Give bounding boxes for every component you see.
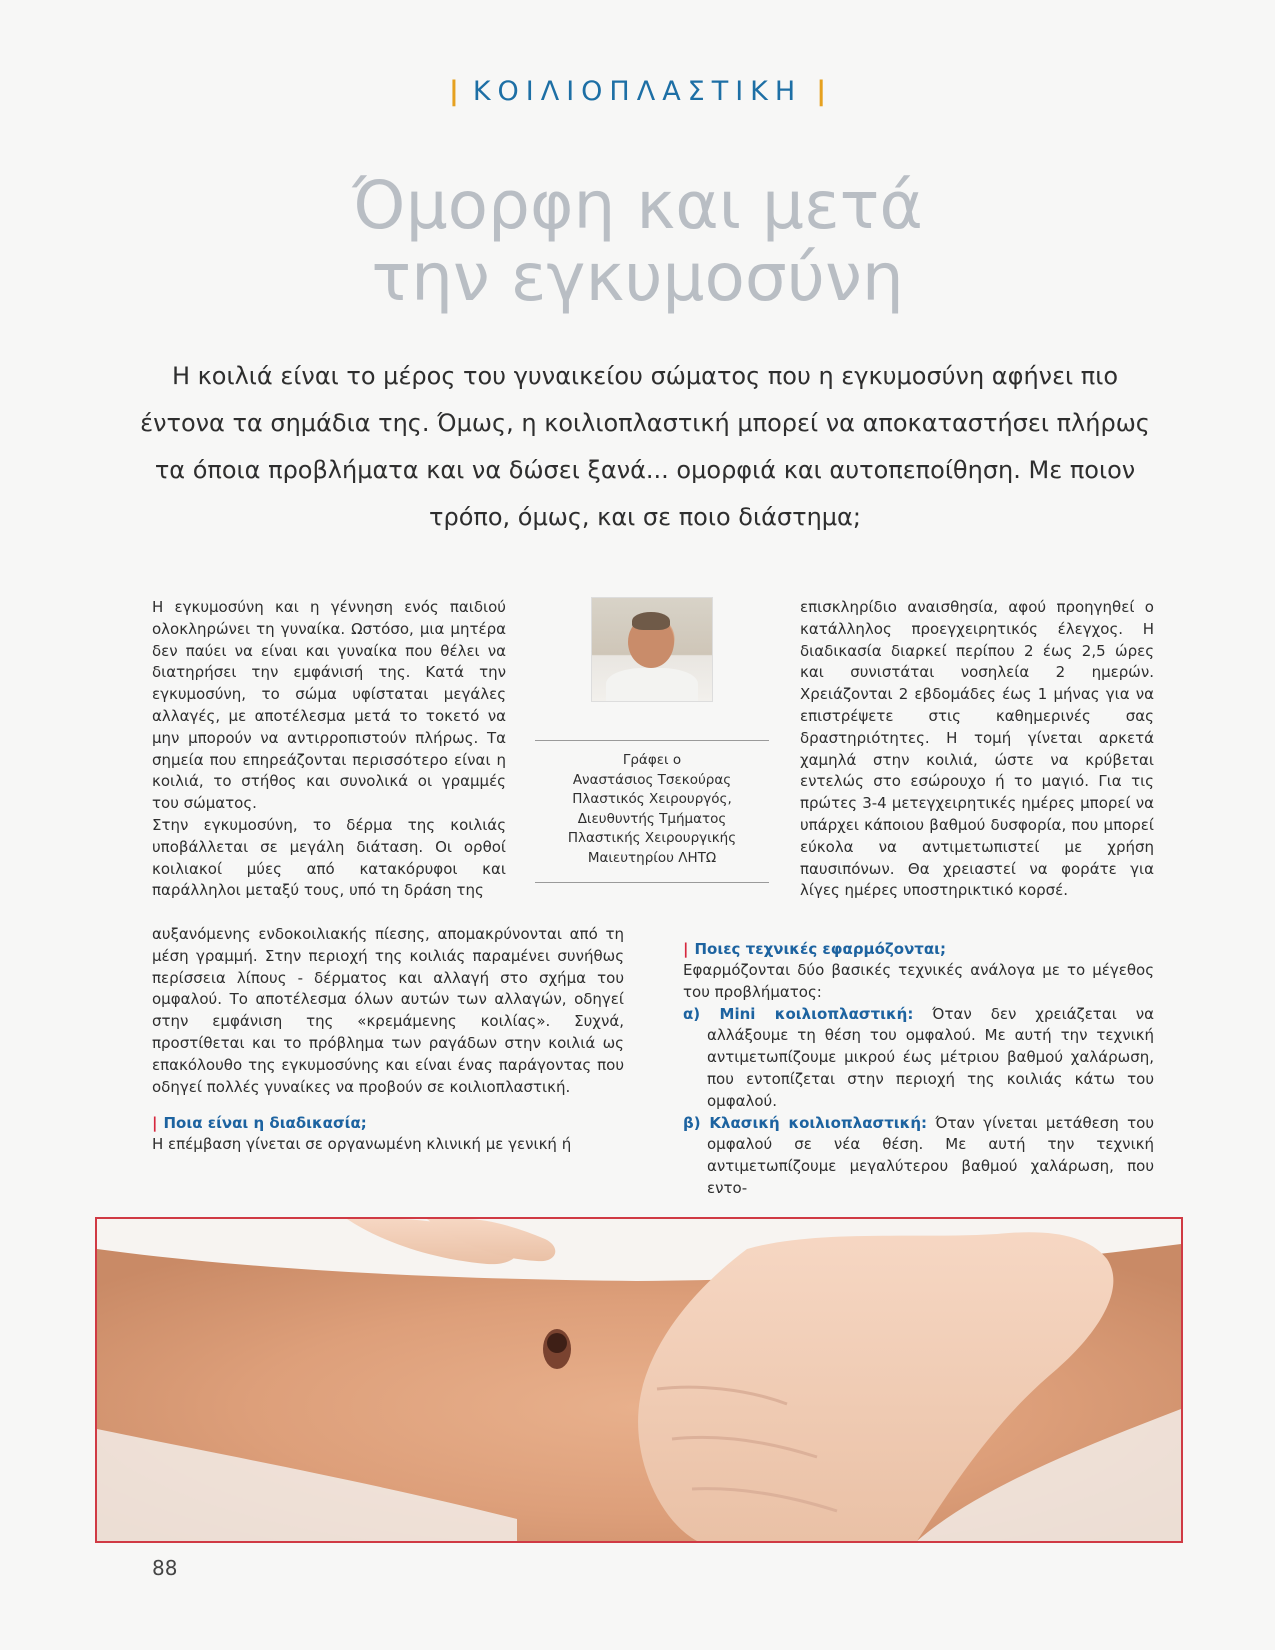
list-item-b-text: Όταν γίνεται μετάθεση του ομφαλού σε νέα θέση. Με αυτή την τεχνική αντιμετωπίζουμε μεγαλύτερου βαθμού χαλάρωση, που εντο- xyxy=(707,1113,1154,1197)
belly-illustration xyxy=(97,1219,1181,1541)
title-line-2: την εγκυμοσύνη xyxy=(371,239,904,316)
section-label xyxy=(0,76,1275,107)
subhead-marker: | xyxy=(152,1114,158,1133)
author-line-6: Μαιευτηρίου ΛΗΤΩ xyxy=(587,849,717,866)
subhead-marker: | xyxy=(683,940,689,958)
list-item-a xyxy=(683,1004,1154,1113)
right-column-bottom xyxy=(683,938,1154,1200)
left-paragraph-2: Στην εγκυμοσύνη, το δέρμα της κοιλιάς υποβάλλεται σε μεγάλη διάταση. Οι ορθοί κοιλιακοί μύες από κατακόρυφοι και παράλληλοι μεταξύ τους, υπό τη δράση της xyxy=(152,815,506,900)
left-column-top xyxy=(152,597,506,902)
author-photo xyxy=(591,597,713,702)
belly-photo xyxy=(95,1217,1183,1543)
author-name: Αναστάσιος Τσεκούρας xyxy=(572,771,732,788)
author-block xyxy=(535,597,769,883)
section-label-text: ΚΟΙΛΙΟΠΛΑΣΤΙΚΗ xyxy=(472,76,803,107)
left-paragraph-1: Η εγκυμοσύνη και η γέννηση ενός παιδιού ολοκληρώνει τη γυναίκα. Ωστόσο, μια μητέρα δεν παύει να είναι και γυναίκα που θέλει να διατηρήσει την εμφάνισή της. Κατά την εγκυμοσύνη, το σώμα υφίσταται μεγάλες αλλαγές, με αποτέλεσμα μετά το τοκετό να μην μπορούν να αντιρροπιστούν πλήρως. Τα σημεία που επηρεάζονται περισσότερο είναι η κοιλιά, το στήθος και συνολικά οι γραμμές του σώματος. xyxy=(152,598,506,813)
intro-paragraph: Η κοιλιά είναι το μέρος του γυναικείου σώματος που η εγκυμοσύνη αφήνει πιο έντονα τα σημάδια της. Όμως, η κοιλιοπλαστική μπορεί να αποκαταστήσει πλήρως τα όποια προβλήματα και να δώσει ξανά... ομορφιά και αυτοπεποίθηση. Με ποιον τρόπο, όμως, και σε ποιο διάστημα; xyxy=(140,362,1150,531)
subhead-procedure-text: Ποια είναι η διαδικασία; xyxy=(163,1114,367,1133)
right-paragraph-1: επισκληρίδιο αναισθησία, αφού προηγηθεί ο κατάλληλος προεγχειρητικός έλεγχος. Η διαδικασία διαρκεί περίπου 2 έως 2,5 ώρες και συνιστάται νοσηλεία 2 ημερών. Χρειάζονται 2 εβδομάδες έως 1 μήνας για να επιστρέψετε στις καθημερινές σας δραστηριότητες. Η τομή γίνεται αρκετά χαμηλά στην κοιλιά, ώστε να κρύβεται εντελώς στο εσώρουχο ή το μαγιό. Για τις πρώτες 3-4 μετεγχειρητικές ημέρες μπορεί να υπάρχει κάποιου βαθμού δυσφορία, που μπορεί εύκολα να αντιμετωπιστεί με χρήση παυσιπόνων. Θα χρειαστεί να φοράτε για λίγες ημέρες υποστηρικτικό κορσέ. xyxy=(800,598,1154,900)
list-item-a-label: α) Mini κοιλιοπλαστική: xyxy=(683,1004,914,1023)
subhead-techniques xyxy=(683,938,1154,960)
right-column-top xyxy=(800,597,1154,902)
author-line-4: Διευθυντής Τμήματος xyxy=(577,810,727,827)
list-item-a-text: Όταν δεν χρειάζεται να αλλάξουμε τη θέση του ομφαλού. Με αυτή την τεχνική αντιμετωπίζουμε μικρού έως μέτριου βαθμού χαλάρωση, που εντοπίζεται στην περιοχή της κοιλιάς κάτω του ομφαλού. xyxy=(707,1004,1154,1110)
author-line-3: Πλαστικός Χειρουργός, xyxy=(572,791,732,807)
caption-divider-bottom xyxy=(535,882,769,883)
section-bar-right: | xyxy=(816,76,827,107)
author-line-1: Γράφει ο xyxy=(622,752,682,768)
author-caption xyxy=(535,741,769,882)
subhead-techniques-text: Ποιες τεχνικές εφαρμόζονται; xyxy=(694,940,947,958)
left-paragraph-2-cont: αυξανόμενης ενδοκοιλιακής πίεσης, απομακρύνονται από τη μέση γραμμή. Στην περιοχή της κοιλιάς παραμένει συνήθως περίσσεια λίπους - δέρματος και αλλαγή στο σχήμα του ομφαλού. Το αποτέλεσμα όλων αυτών των αλλαγών, οδηγεί στην εμφάνιση της «κρεμάμενης κοιλίας». Συχνά, προστίθεται και το πρόβλημα των ραγάδων στην κοιλιά ως επακόλουθο της εγκυμοσύνης και είναι ένας παράγοντας που οδηγεί πολλές γυναίκες να προβούν σε κοιλιοπλαστική. xyxy=(152,925,624,1096)
subhead-procedure xyxy=(152,1112,624,1134)
title-line-1: Όμορφη και μετά xyxy=(352,167,923,244)
left-column-bottom xyxy=(152,924,624,1156)
author-line-5: Πλαστικής Χειρουργικής xyxy=(567,830,737,846)
list-item-b-label: β) Κλασική κοιλιοπλαστική: xyxy=(683,1113,927,1132)
right-paragraph-2: Εφαρμόζονται δύο βασικές τεχνικές ανάλογα με το μέγεθος του προβλήματος: xyxy=(683,961,1154,1001)
left-paragraph-3: Η επέμβαση γίνεται σε οργανωμένη κλινική με γενική ή xyxy=(152,1135,572,1154)
section-bar-left: | xyxy=(448,76,459,107)
list-item-b xyxy=(683,1113,1154,1200)
article-title xyxy=(0,167,1275,316)
page-number: 88 xyxy=(152,1556,178,1580)
